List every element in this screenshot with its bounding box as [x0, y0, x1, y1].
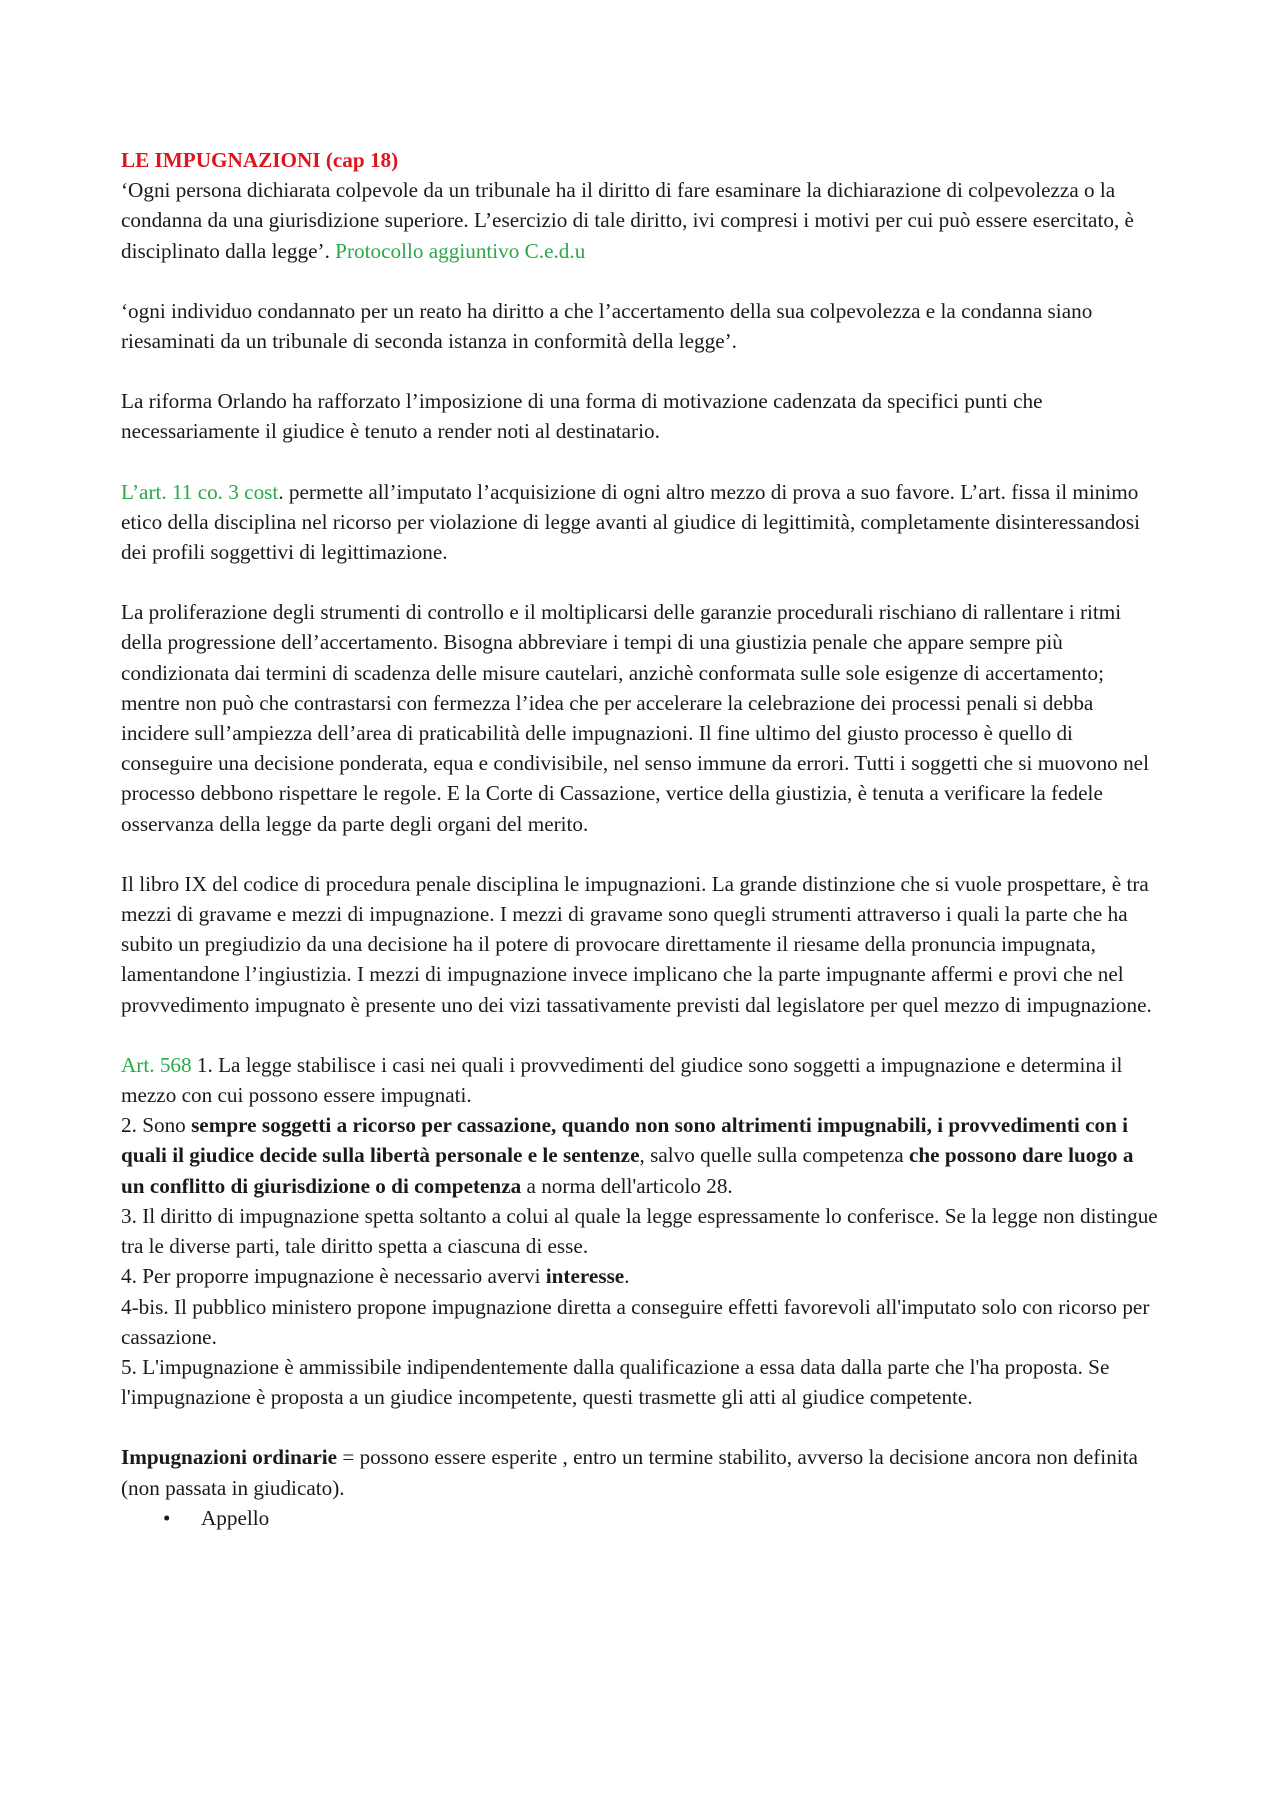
- impugnazioni-ordinarie-list: [121, 1503, 1162, 1533]
- list-item-label: Appello: [201, 1505, 270, 1530]
- comma-2-bold-b: che possono dare luogo a un conflitto di giurisdizione o di competenza: [121, 1143, 1134, 1198]
- paragraph-iccpr: ‘ogni individuo condannato per un reato ha diritto a che l’accertamento della sua colpevolezza e la condanna siano riesaminati da un tribunale di seconda istanza in conformità della legge’.: [121, 298, 1093, 354]
- art-568-comma-3: 3. Il diritto di impugnazione spetta soltanto a colui al quale la legge espressamente lo conferisce. Se la legge non distingue tra le diverse parti, tale diritto spetta a ciascuna di esse.: [121, 1203, 1158, 1259]
- spacer: [121, 1412, 1162, 1442]
- paragraph-giusto-processo: La proliferazione degli strumenti di controllo e il moltiplicarsi delle garanzie procedurali rischiano di rallentare i ritmi della progressione dell’accertamento. Bisogna abbreviare i tempi di una giustizia penale che appare sempre più condizionata dai termini di scadenza delle misure cautelari, anzichè conformata sulle sole esigenze di accertamento; mentre non può che contrastarsi con fermezza l’idea che per accelerare la celebrazione dei processi penali si debba incidere sull’ampiezza dell’area di praticabilità delle impugnazioni. Il fine ultimo del giusto processo è quello di conseguire una decisione ponderata, equa e condivisibile, nel senso immune da errori. Tutti i soggetti che si muovono nel processo debbono rispettare le regole. E la Corte di Cassazione, vertice della giustizia, è tenuta a verificare la fedele osservanza della legge da parte degli organi del merito.: [121, 600, 1149, 836]
- art-568-reference: Art. 568: [121, 1052, 192, 1077]
- comma-2-text-c: a norma dell'articolo 28.: [521, 1173, 733, 1198]
- paragraph-echr-text: ‘Ogni persona dichiarata colpevole da un tribunale ha il diritto di fare esaminare la dichiarazione di colpevolezza o la condanna da una giurisdizione superiore. L’esercizio di tale diritto, ivi compresi i motivi per cui può essere esercitato, è disciplinato dalla legge’.: [121, 178, 1134, 263]
- paragraph-riforma-orlando: La riforma Orlando ha rafforzato l’imposizione di una forma di motivazione cadenzata da specifici punti che necessariamente il giudice è tenuto a render noti al destinatario.: [121, 389, 1043, 444]
- spacer: [121, 1020, 1162, 1050]
- comma-4-period: .: [624, 1264, 630, 1289]
- spacer: [121, 567, 1162, 597]
- echr-protocol-reference: Protocollo aggiuntivo C.e.d.u: [335, 238, 586, 263]
- impugnazioni-ordinarie-text: = possono essere esperite , entro un termine stabilito, avverso la decisione ancora non definita (non passata in giudicato).: [121, 1445, 1138, 1500]
- comma-2-text-b: , salvo quelle sulla competenza: [639, 1143, 909, 1168]
- paragraph-art-11-text: . permette all’imputato l’acquisizione di ogni altro mezzo di prova a suo favore. L’art. fissa il minimo etico della disciplina nel ricorso per violazione di legge avanti al giudice di legittimità, completamente disinteressandosi dei profili soggettivi di legittimazione.: [121, 479, 1141, 565]
- document-title: LE IMPUGNAZIONI (cap 18): [121, 148, 399, 172]
- paragraph-art-11-cost: [121, 477, 1162, 568]
- spacer: [121, 356, 1162, 386]
- list-item: [163, 1503, 1162, 1533]
- art-568-comma-5: 5. L'impugnazione è ammissibile indipendentemente dalla qualificazione a essa data dalla parte che l'ha proposta. Se l'impugnazione è proposta a un giudice incompetente, questi trasmette gli atti al giudice competente.: [121, 1354, 1110, 1410]
- impugnazioni-ordinarie-definition: [121, 1442, 1162, 1502]
- paragraph-echr: [121, 175, 1162, 266]
- art-11-reference: L’art. 11 co. 3 cost: [121, 479, 279, 504]
- spacer: [121, 447, 1162, 477]
- art-568-comma-4-bis: 4-bis. Il pubblico ministero propone impugnazione diretta a conseguire effetti favorevoli all'imputato solo con ricorso per cassazione.: [121, 1294, 1150, 1349]
- art-568-comma-1: [121, 1050, 1162, 1110]
- spacer: [121, 266, 1162, 296]
- art-568-comma-2: [121, 1110, 1162, 1201]
- paragraph-libro-ix: Il libro IX del codice di procedura penale disciplina le impugnazioni. La grande distinzione che si vuole prospettare, è tra mezzi di gravame e mezzi di impugnazione. I mezzi di gravame sono quegli strumenti attraverso i quali la parte che ha subito un pregiudizio da una decisione ha il potere di provocare direttamente il riesame della pronuncia impugnata, lamentandone l’ingiustizia. I mezzi di impugnazione invece implicano che la parte impugnante affermi e provi che nel provvedimento impugnato è presente uno dei vizi tassativamente previsti dal legislatore per quel mezzo di impugnazione.: [121, 871, 1152, 1017]
- impugnazioni-ordinarie-term: Impugnazioni ordinarie: [121, 1445, 338, 1470]
- comma-4-text: 4. Per proporre impugnazione è necessario avervi: [121, 1264, 546, 1289]
- art-568-comma-1-text: 1. La legge stabilisce i casi nei quali i provvedimenti del giudice sono soggetti a impugnazione e determina il mezzo con cui possono essere impugnati.: [121, 1052, 1123, 1108]
- comma-4-bold: interesse: [545, 1264, 625, 1289]
- spacer: [121, 839, 1162, 869]
- bullet-icon: •: [163, 1505, 171, 1530]
- comma-2-text-a: 2. Sono: [121, 1113, 192, 1138]
- art-568-comma-4: [121, 1261, 1162, 1291]
- comma-2-bold-a: sempre soggetti a ricorso per cassazione, quando non sono altrimenti impugnabili, i provvedimenti con i quali il giudice decide sulla libertà personale e le sentenze: [121, 1113, 1129, 1168]
